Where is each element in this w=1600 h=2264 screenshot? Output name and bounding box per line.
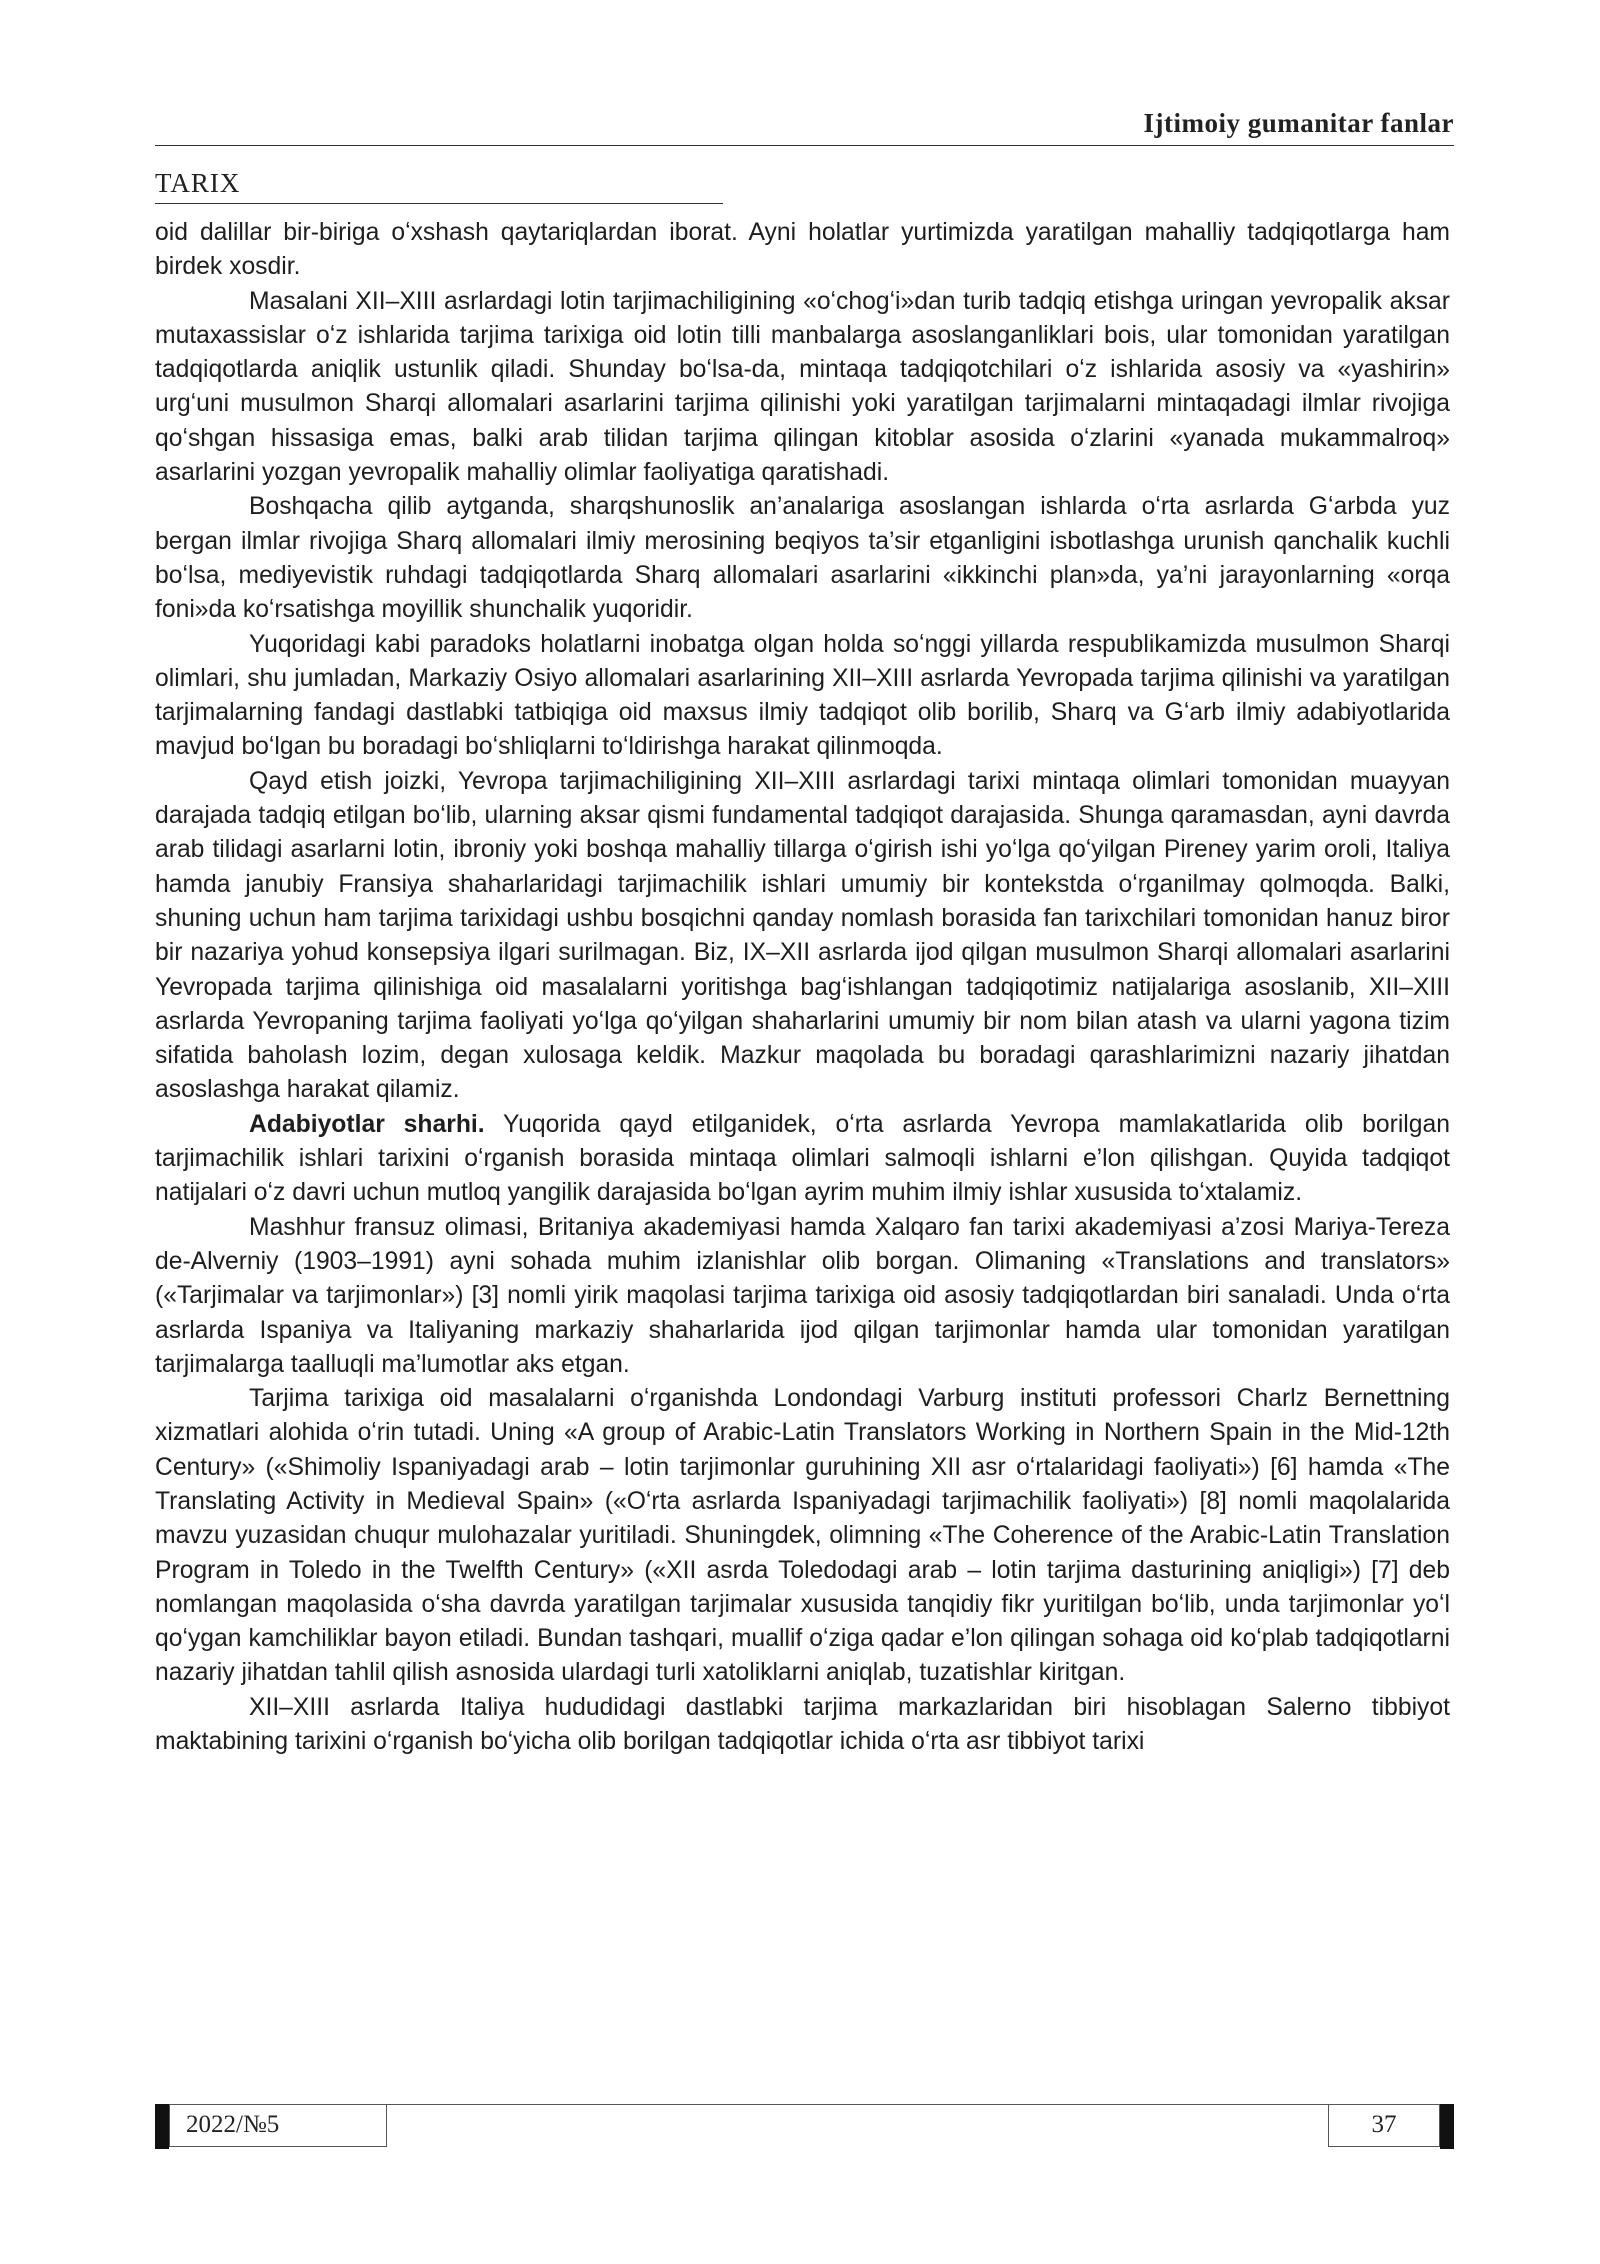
paragraph-7: Mashhur fransuz olimasi, Britaniya akademiyasi hamda Xalqaro fan tarixi akademiyasi a’zosi Mariya-Tereza de-Alverniy (1903–1991) ayni sohada muhim izlanishlar olib borgan. Olimaning «Translations and translators» («Tarjimalar va tarjimonlar») [3] nomli yirik maqolasi tarjima tarixiga oid asosiy tadqiqotlardan biri sanaladi. Unda oʻrta asrlarda Ispaniya va Italiyaning markaziy shaharlarida ijod qilgan tarjimonlar hamda ular tomonidan yaratilgan tarjimalarga taalluqli ma’lumotlar aks etgan.: [155, 1213, 1450, 1378]
page-number: 37: [1328, 2104, 1440, 2147]
paragraph-6: [155, 1108, 1450, 1211]
footer-right-bar: [1440, 2104, 1454, 2149]
paragraph-4: Yuqoridagi kabi paradoks holatlarni inobatga olgan holda soʻnggi yillarda respublikamizda musulmon Sharqi olimlari, shu jumladan, Markaziy Osiyo allomalari asarlarining XII–XIII asrlarda Yevropada tarjima qilinishi va yaratilgan tarjimalarning fandagi dastlabki tatbiqiga oid maxsus ilmiy tadqiqot olib borilib, Sharq va Gʻarb ilmiy adabiyotlarida mavjud boʻlgan bu boradagi boʻshliqlarni toʻldirishga harakat qilinmoqda.: [155, 630, 1450, 761]
paragraph-1: oid dalillar bir-biriga oʻxshash qaytariqlardan iborat. Ayni holatlar yurtimizda yaratilgan mahalliy tadqiqotlarga ham birdek xosdir.: [155, 219, 1450, 281]
paragraph-6-text: Yuqorida qayd etilganidek, oʻrta asrlarda Yevropa mamlakatlarida olib borilgan tarjimachilik ishlari tarixini oʻrganish borasida mintaqa olimlari salmoqli ishlarni e’lon qilishgan. Quyida tadqiqot natijalari oʻz davri uchun mutloq yangilik darajasida boʻlgan ayrim muhim ilmiy ishlar xususida toʻxtalamiz.: [155, 1110, 1450, 1207]
journal-section-title: Ijtimoiy gumanitar fanlar: [1143, 108, 1454, 138]
paragraph-5: Qayd etish joizki, Yevropa tarjimachiligining XII–XIII asrlardagi tarixi mintaqa olimlari tomonidan muayyan darajada tadqiq etilgan boʻlib, ularning aksar qismi fundamental tadqiqot darajasida. Shunga qaramasdan, ayni davrda arab tilidagi asarlarni lotin, ibroniy yoki boshqa mahalliy tillarga oʻgirish ishi yoʻlga qoʻyilgan Pireney yarim oroli, Italiya hamda janubiy Fransiya shaharlaridagi tarjimachilik ishlari umumiy bir kontekstda oʻrganilmay qolmoqda. Balki, shuning uchun ham tarjima tarixidagi ushbu bosqichni qanday nomlash borasida fan tarixchilari tomonidan hanuz biror bir nazariya yohud konsepsiya ilgari surilmagan. Biz, IX–XII asrlarda ijod qilgan musulmon Sharqi allomalari asarlarini Yevropada tarjima qilinishiga oid masalalarni yoritishga bagʻishlangan tadqiqotimiz natijalariga asoslanib, XII–XIII asrlarda Yevropaning tarjima faoliyati yoʻlga qoʻyilgan shaharlarini umumiy bir nom bilan atash va ularni yagona tizim sifatida baholash lozim, degan xulosaga keldik. Mazkur maqolada bu boradagi qarashlarimizni nazariy jihatdan asoslashga harakat qilamiz.: [155, 767, 1450, 1104]
header-rule: [155, 145, 1454, 146]
rubric-rule: [155, 203, 723, 204]
paragraph-3: Boshqacha qilib aytganda, sharqshunoslik an’analariga asoslangan ishlarda oʻrta asrlarda Gʻarbda yuz bergan ilmlar rivojiga Sharq allomalari ilmiy merosining beqiyos ta’sir etganligini isbotlashga urunish qanchalik kuchli boʻlsa, mediyevistik ruhdagi tadqiqotlarda Sharq allomalari asarlarini «ikkinchi plan»da, ya’ni jarayonlarning «orqa foni»da koʻrsatishga moyillik shunchalik yuqoridir.: [155, 493, 1450, 624]
paragraph-2: Masalani XII–XIII asrlardagi lotin tarjimachiligining «oʻchogʻi»dan turib tadqiq etishga uringan yevropalik aksar mutaxassislar oʻz ishlarida tarjima tarixiga oid lotin tilli manbalarga asoslanganliklari bois, ular tomonidan yaratilgan tadqiqotlarda aniqlik ustunlik qiladi. Shunday boʻlsa-da, mintaqa tadqiqotchilari oʻz ishlarida asosiy va «yashirin» urgʻuni musulmon Sharqi allomalari asarlarini tarjima qilinishi yoki yaratilgan tarjimalarni mintaqadagi ilmlar rivojiga qoʻshgan hissasiga emas, balki arab tilidan tarjima qilingan kitoblar asosida oʻzlarini «yanada mukammalroq» asarlarini yozgan yevropalik mahalliy olimlar faoliyatiga qaratishadi.: [155, 287, 1450, 487]
paragraph-9: XII–XIII asrlarda Italiya hududidagi dastlabki tarjima markazlaridan biri hisoblagan Salerno tibbiyot maktabining tarixini oʻrganish boʻyicha olib borilgan tadqiqotlar ichida oʻrta asr tibbiyot tarixi: [155, 1693, 1450, 1756]
literature-review-heading: Adabiyotlar sharhi.: [249, 1110, 485, 1138]
footer-left-bar: [155, 2104, 169, 2149]
article-body: [155, 216, 1450, 1759]
paragraph-8: Tarjima tarixiga oid masalalarni oʻrganishda Londondagi Varburg instituti professori Charlz Bernettning xizmatlari alohida oʻrin tutadi. Uning «A group of Arabic-Latin Translators Working in Northern Spain in the Mid-12th Century» («Shimoliy Ispaniyadagi arab – lotin tarjimonlar guruhining XII asr oʻrtalaridagi faoliyati») [6] hamda «The Translating Activity in Medieval Spain» («Oʻrta asrlarda Ispaniyadagi tarjimachilik faoliyati») [8] nomli maqolalarida mavzu yuzasidan chuqur mulohazalar yuritiladi. Shuningdek, olimning «The Coherence of the Arabic-Latin Translation Program in Toledo in the Twelfth Century» («XII asrda Toledodagi arab – lotin tarjima dasturining aniqligi») [7] deb nomlangan maqolasida oʻsha davrda yaratilgan tarjimalar xususida tanqidiy fikr yuritilgan boʻlib, unda tarjimonlar yoʻl qoʻygan kamchiliklar bayon etiladi. Bundan tashqari, muallif oʻziga qadar e’lon qilingan sohaga oid koʻplab tadqiqotlarni nazariy jihatdan tahlil qilish asnosida ulardagi turli xatoliklarni aniqlab, tuzatishlar kiritgan.: [155, 1385, 1450, 1687]
rubric-label: TARIX: [155, 168, 241, 198]
issue-number: 2022/№5: [169, 2104, 387, 2147]
